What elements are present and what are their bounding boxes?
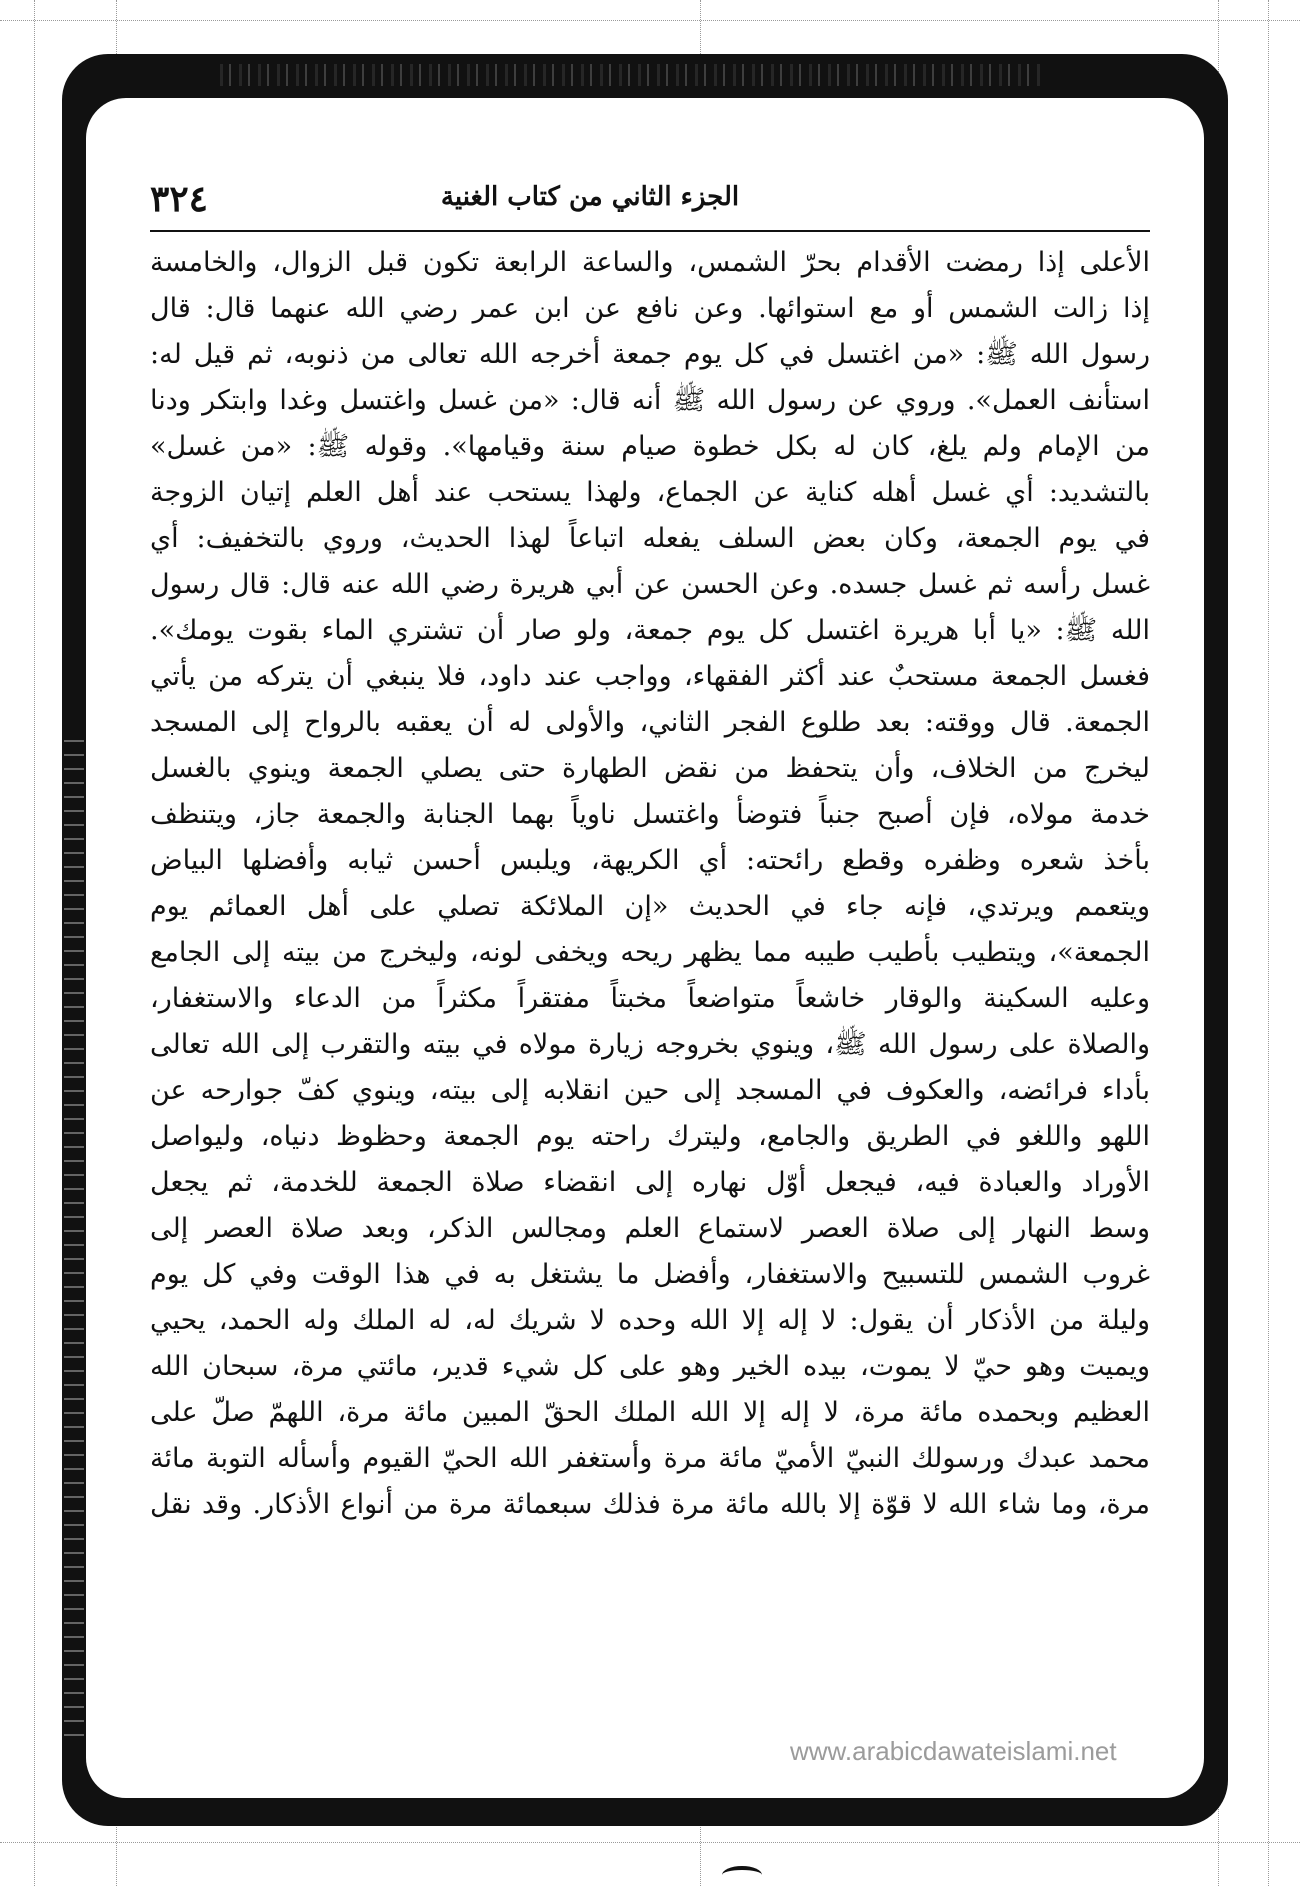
text-line: محمد عبدك ورسولك النبيّ الأميّ مائة مرة وأستغفر الله الحيّ القيوم وأسأله التوبة مائة: [150, 1443, 1150, 1474]
text-line: والصلاة على رسول الله ﷺ، وينوي بخروجه زيارة مولاه في بيته والتقرب إلى الله تعالى: [150, 1029, 1150, 1060]
guide-line-right-2: [1268, 0, 1269, 1886]
text-line: رسول الله ﷺ: «من اغتسل في كل يوم جمعة أخرجه الله تعالى من ذنوبه، ثم قيل له:: [150, 339, 1150, 370]
watermark-url: www.arabicdawateislami.net: [790, 1736, 1117, 1766]
text-line: استأنف العمل». وروي عن رسول الله ﷺ أنه قال: «من غسل واغتسل وغدا وابتكر ودنا: [150, 385, 1150, 416]
header-rule: [150, 230, 1150, 232]
text-line: الجمعة»، ويتطيب بأطيب طيبه مما يظهر ريحه ويخفى لونه، وليخرج من بيته إلى الجامع: [150, 937, 1150, 968]
book-title: الجزء الثاني من كتاب الغنية: [440, 182, 740, 212]
text-line: إذا زالت الشمس أو مع استوائها. وعن نافع عن ابن عمر رضي الله عنهما قال: قال: [150, 293, 1150, 324]
text-line: من الإمام ولم يلغ، كان له بكل خطوة صيام سنة وقيامها». وقوله ﷺ: «من غسل»: [150, 431, 1150, 462]
page-header: [150, 180, 1150, 232]
text-line: فغسل الجمعة مستحبٌ عند أكثر الفقهاء، وواجب عند داود، فلا ينبغي أن يتركه من يأتي: [150, 661, 1150, 692]
text-line: بالتشديد: أي غسل أهله كناية عن الجماع، ولهذا يستحب عند أهل العلم إتيان الزوجة: [150, 477, 1150, 508]
text-line: الأعلى إذا رمضت الأقدام بحرّ الشمس، والساعة الرابعة تكون قبل الزوال، والخامسة: [150, 247, 1150, 278]
text-line: وعليه السكينة والوقار خاشعاً متواضعاً مخبتاً مفتقراً مكثراً من الدعاء والاستغفار،: [150, 983, 1150, 1014]
text-line: وليلة من الأذكار أن يقول: لا إله إلا الله وحده لا شريك له، له الملك وله الحمد، يحيي: [150, 1305, 1150, 1336]
page-body: [150, 240, 1150, 1528]
page-number: ٣٢٤: [150, 178, 209, 220]
text-line: الجمعة. قال ووقته: بعد طلوع الفجر الثاني، والأولى له أن يعقبه بالرواح إلى المسجد: [150, 707, 1150, 738]
text-line: ويتعمم ويرتدي، فإنه جاء في الحديث «إن الملائكة تصلي على أهل العمائم يوم: [150, 891, 1150, 922]
bottom-scan-mark: [722, 1866, 762, 1884]
text-line: الأوراد والعبادة فيه، فيجعل أوّل نهاره إلى انقضاء صلاة الجمعة للخدمة، ثم يجعل: [150, 1167, 1150, 1198]
text-line: ليخرج من الخلاف، وأن يتحفظ من نقض الطهارة حتى يصلي الجمعة وينوي بالغسل: [150, 753, 1150, 784]
guide-line-top: [0, 20, 1300, 21]
scan-noise-left: [64, 740, 84, 1740]
text-line: خدمة مولاه، فإن أصبح جنباً فتوضأ واغتسل ناوياً بهما الجنابة والجمعة جاز، ويتنظف: [150, 799, 1150, 830]
text-line: ويميت وهو حيّ لا يموت، بيده الخير وهو على كل شيء قدير، مائتي مرة، سبحان الله: [150, 1351, 1150, 1382]
guide-line-bottom: [0, 1842, 1300, 1843]
text-line: وسط النهار إلى صلاة العصر لاستماع العلم ومجالس الذكر، وبعد صلاة العصر إلى: [150, 1213, 1150, 1244]
text-line: العظيم وبحمده مائة مرة، لا إله إلا الله الملك الحقّ المبين مائة مرة، اللهمّ صلّ على: [150, 1397, 1150, 1428]
text-line: اللهو واللغو في الطريق والجامع، وليترك راحته يوم الجمعة وحظوظ دنياه، وليواصل: [150, 1121, 1150, 1152]
text-line: غروب الشمس للتسبيح والاستغفار، وأفضل ما يشتغل به في هذا الوقت وفي كل يوم: [150, 1259, 1150, 1290]
text-line: بأخذ شعره وظفره وقطع رائحته: أي الكريهة، ويلبس أحسن ثيابه وأفضلها البياض: [150, 845, 1150, 876]
guide-line-left: [34, 0, 35, 1886]
scan-noise-top: [220, 64, 1040, 86]
text-line: غسل رأسه ثم غسل جسده. وعن الحسن عن أبي هريرة رضي الله عنه قال: قال رسول: [150, 569, 1150, 600]
text-line: مرة، وما شاء الله لا قوّة إلا بالله مائة مرة فذلك سبعمائة مرة من أنواع الأذكار. وقد نقل: [150, 1489, 1150, 1520]
text-line: بأداء فرائضه، والعكوف في المسجد إلى حين انقلابه إلى بيته، وينوي كفّ جوارحه عن: [150, 1075, 1150, 1106]
text-line: الله ﷺ: «يا أبا هريرة اغتسل كل يوم جمعة، ولو صار أن تشتري الماء بقوت يومك».: [150, 615, 1150, 646]
text-line: في يوم الجمعة، وكان بعض السلف يفعله اتباعاً لهذا الحديث، وروي بالتخفيف: أي: [150, 523, 1150, 554]
